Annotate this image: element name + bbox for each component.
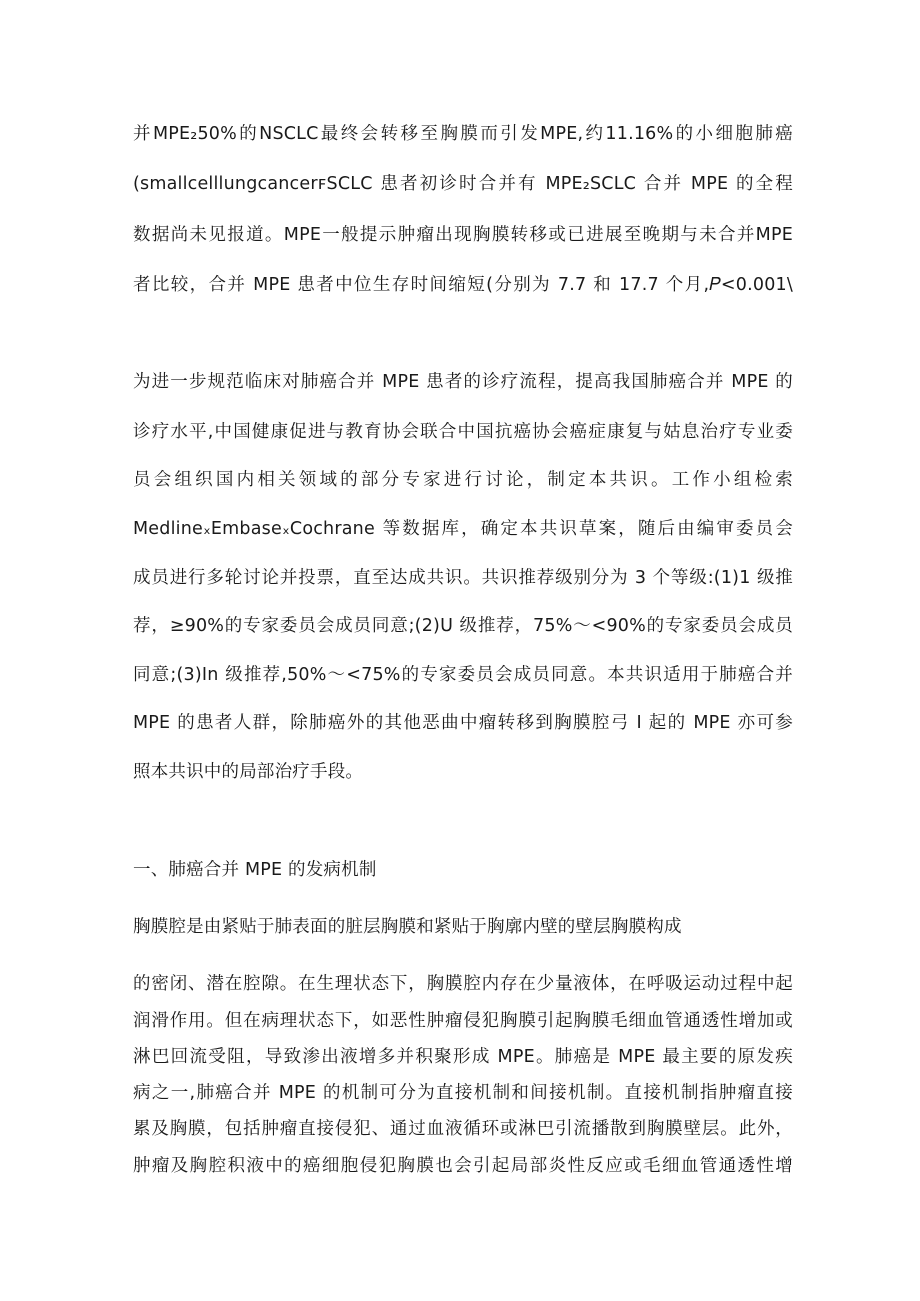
paragraph-1-line-1: 并MPE₂50%的NSCLC最终会转移至胸膜而引发MPE,约11.16%的小细胞肺癌 bbox=[133, 124, 793, 144]
paragraph-2-line-3: 员会组织国内相关领域的部分专家进行讨论，制定本共识。工作小组检索 bbox=[133, 470, 793, 490]
paragraph-2-line-5: 成员进行多轮讨论并投票，直至达成共识。共识推荐级别分为 3 个等级:(1)1 级推 bbox=[133, 568, 793, 588]
paragraph-2-line-8: MPE 的患者人群，除肺癌外的其他恶曲中瘤转移到胸膜腔弓 I 起的 MPE 亦可参 bbox=[133, 713, 793, 733]
paragraph-2-line-7: 同意;(3)In 级推荐,50%～<75%的专家委员会成员同意。本共识适用于肺癌合并 bbox=[133, 665, 793, 685]
paragraph-3-line-5: 累及胸膜，包括肿瘤直接侵犯、通过血液循环或淋巴引流播散到胸膜壁层。此外， bbox=[133, 1119, 793, 1139]
section-heading: 一、肺癌合并 MPE 的发病机制 bbox=[133, 860, 377, 880]
paragraph-2-line-2: 诊疗水平,中国健康促进与教育协会联合中国抗癌协会癌症康复与姑息治疗专业委 bbox=[133, 422, 793, 442]
paragraph-2-line-4: MedlineₓEmbaseₓCochrane 等数据库，确定本共识草案，随后由编审委员会 bbox=[133, 519, 793, 539]
paragraph-3-line-4: 病之一,肺癌合并 MPE 的机制可分为直接机制和间接机制。直接机制指肿瘤直接 bbox=[133, 1083, 793, 1103]
paragraph-1-line-3: 数据尚未见报道。MPE一般提示肿瘤出现胸膜转移或已进展至晚期与未合并MPE bbox=[133, 225, 793, 245]
paragraph-3-line-6: 肿瘤及胸腔积液中的癌细胞侵犯胸膜也会引起局部炎性反应或毛细血管通透性增 bbox=[133, 1156, 793, 1176]
paragraph-2-line-1: 为进一步规范临床对肺癌合并 MPE 患者的诊疗流程，提高我国肺癌合并 MPE 的 bbox=[133, 372, 793, 392]
paragraph-2-line-9: 照本共识中的局部治疗手段。 bbox=[133, 762, 364, 782]
paragraph-3-intro: 胸膜腔是由紧贴于肺表面的脏层胸膜和紧贴于胸廓内壁的壁层胸膜构成 bbox=[133, 917, 682, 937]
paragraph-3-line-2: 润滑作用。但在病理状态下，如恶性肿瘤侵犯胸膜引起胸膜毛细血管通透性增加或 bbox=[133, 1011, 793, 1031]
paragraph-2-line-6: 荐，≥90%的专家委员会成员同意;(2)U 级推荐，75%～<90%的专家委员会成员 bbox=[133, 616, 793, 636]
paragraph-1-line-2: (smallcelllungcancerꜰSCLC 患者初诊时合并有 MPE₂SCLC 合并 MPE 的全程 bbox=[133, 174, 793, 194]
paragraph-3-line-1: 的密闭、潜在腔隙。在生理状态下，胸膜腔内存在少量液体，在呼吸运动过程中起 bbox=[133, 974, 793, 994]
paragraph-1-line-4: 者比较，合并 MPE 患者中位生存时间缩短(分别为 7.7 和 17.7 个月,𝑃<0.001\ bbox=[133, 275, 793, 295]
paragraph-3-line-3: 淋巴回流受阻，导致渗出液增多并积聚形成 MPE。肺癌是 MPE 最主要的原发疾 bbox=[133, 1047, 793, 1067]
